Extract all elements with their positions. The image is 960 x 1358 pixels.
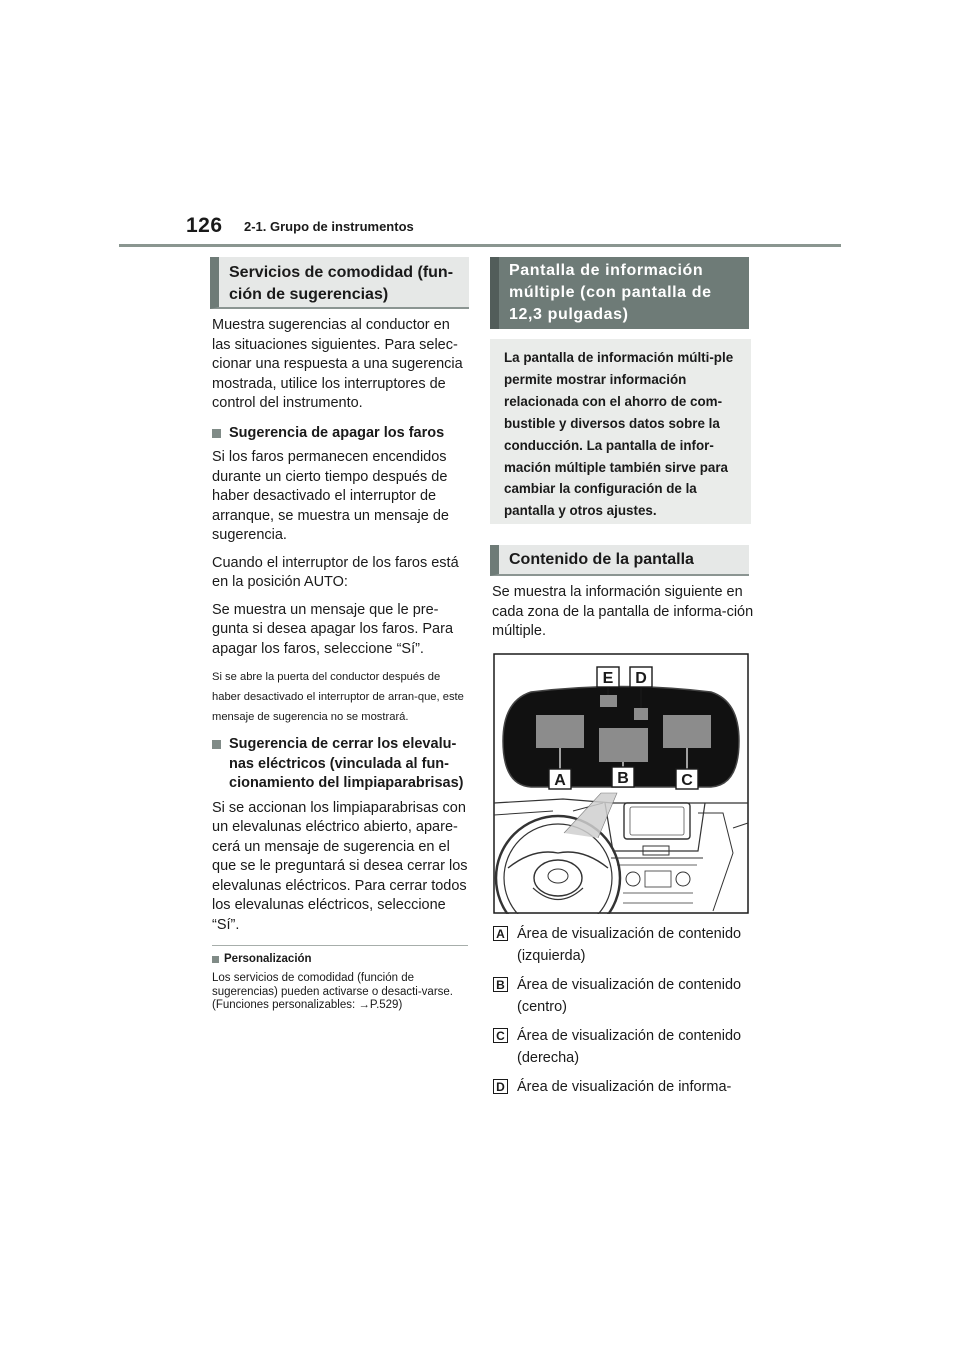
note-paragraph: Si se abre la puerta del conductor después de haber desactivado el interruptor de arran-que, este mensaje de sugerencia no se mostrará. xyxy=(212,671,464,723)
legend-text: Área de visualización de contenido (derecha) xyxy=(517,1028,742,1066)
paragraph: Cuando el interruptor de los faros está en la posición AUTO: xyxy=(212,554,459,590)
legend-item xyxy=(493,1028,755,1069)
paragraph: Se muestra un mensaje que le pre-gunta si desea apagar los faros. Para apagar los faros, seleccione “Sí”. xyxy=(212,601,454,657)
personalization-title: Personalización xyxy=(224,953,312,965)
subheading-text: Sugerencia de apagar los faros xyxy=(229,424,445,441)
personalization-heading xyxy=(212,953,312,965)
subheading-text: Sugerencia de cerrar los elevalu-nas eléctricos (vinculada al fun-cionamiento del limpiaparabrisas) xyxy=(229,736,464,791)
subheading-lights-off xyxy=(212,424,470,444)
legend-text: Área de visualización de contenido (izquierda) xyxy=(517,926,742,964)
legend-item xyxy=(493,977,755,1018)
section-heading: Servicios de comodidad (fun- ción de sugerencias) xyxy=(229,264,454,303)
legend-key-c: C xyxy=(493,1028,508,1043)
header-divider xyxy=(119,244,841,247)
section-heading-box-dark xyxy=(490,257,749,329)
paragraph: Si se accionan los limpiaparabrisas con un elevalunas eléctrico abierto, apare-cerá un mensaje de sugerencia en el que se le preguntará si desea cerrar los elevalunas eléctricos. Para cerrar todos los elevalunas eléctricos, seleccione “Sí”. xyxy=(212,799,468,933)
section-heading-box xyxy=(210,257,469,309)
figure-label-a-text: A xyxy=(554,772,566,789)
figure-label-e xyxy=(597,667,619,687)
figure-label-e-text: E xyxy=(602,670,614,687)
subheading-close-windows xyxy=(212,735,470,794)
bullet-square-icon xyxy=(212,956,219,963)
figure-label-c xyxy=(676,769,698,789)
left-column-body xyxy=(212,316,470,943)
instrument-cluster-illustration xyxy=(493,653,749,914)
legend-key-b: B xyxy=(493,977,508,992)
figure-label-b-text: B xyxy=(617,770,629,787)
subsection-heading: Contenido de la pantalla xyxy=(509,551,694,568)
intro-box xyxy=(490,339,751,524)
figure-label-b xyxy=(612,767,634,787)
page-number: 126 xyxy=(186,214,223,237)
legend-key-a: A xyxy=(493,926,508,941)
bullet-square-icon xyxy=(212,740,221,749)
figure-legend xyxy=(493,926,755,1098)
legend-text: Área de visualización de contenido (centro) xyxy=(517,977,742,1015)
legend-item xyxy=(493,926,755,967)
figure-label-c-text: C xyxy=(681,772,693,789)
subsection-intro: Se muestra la información siguiente en cada zona de la pantalla de informa-ción múltiple. xyxy=(492,584,754,639)
paragraph: Si los faros permanecen encendidos durante un cierto tiempo después de haber desactivado el interruptor de arranque, se muestra un mensaje de sugerencia. xyxy=(212,449,449,543)
legend-text: Área de visualización de informa- xyxy=(517,1079,732,1095)
figure-label-d-text: D xyxy=(635,670,647,687)
legend-key-d: D xyxy=(493,1079,508,1094)
figure-label-a xyxy=(549,769,571,789)
intro-paragraph: Muestra sugerencias al conductor en las situaciones siguientes. Para selec-cionar una respuesta a una sugerencia mostrada, utilice los interruptores de control del instrumento. xyxy=(212,317,463,411)
legend-item xyxy=(493,1079,755,1098)
section-reference: 2-1. Grupo de instrumentos xyxy=(244,219,414,234)
intro-box-text: La pantalla de información múlti-ple permite mostrar información relacionada con el ahorro de com-bustible y diversos datos sobre la conducción. La pantalla de infor-mación múltiple también sirve para cambiar la configuración de la pantalla y otros ajustes. xyxy=(504,350,734,519)
section-heading: Pantalla de información múltiple (con pantalla de 12,3 pulgadas) xyxy=(509,262,712,323)
bullet-square-icon xyxy=(212,429,221,438)
personalization-text: Los servicios de comodidad (función de sugerencias) pueden activarse o desacti-varse. (Funciones personalizables: →P.529) xyxy=(212,972,453,1011)
subsection-heading-box xyxy=(490,545,749,576)
personalization-divider xyxy=(212,945,468,946)
figure-label-d xyxy=(630,667,652,687)
